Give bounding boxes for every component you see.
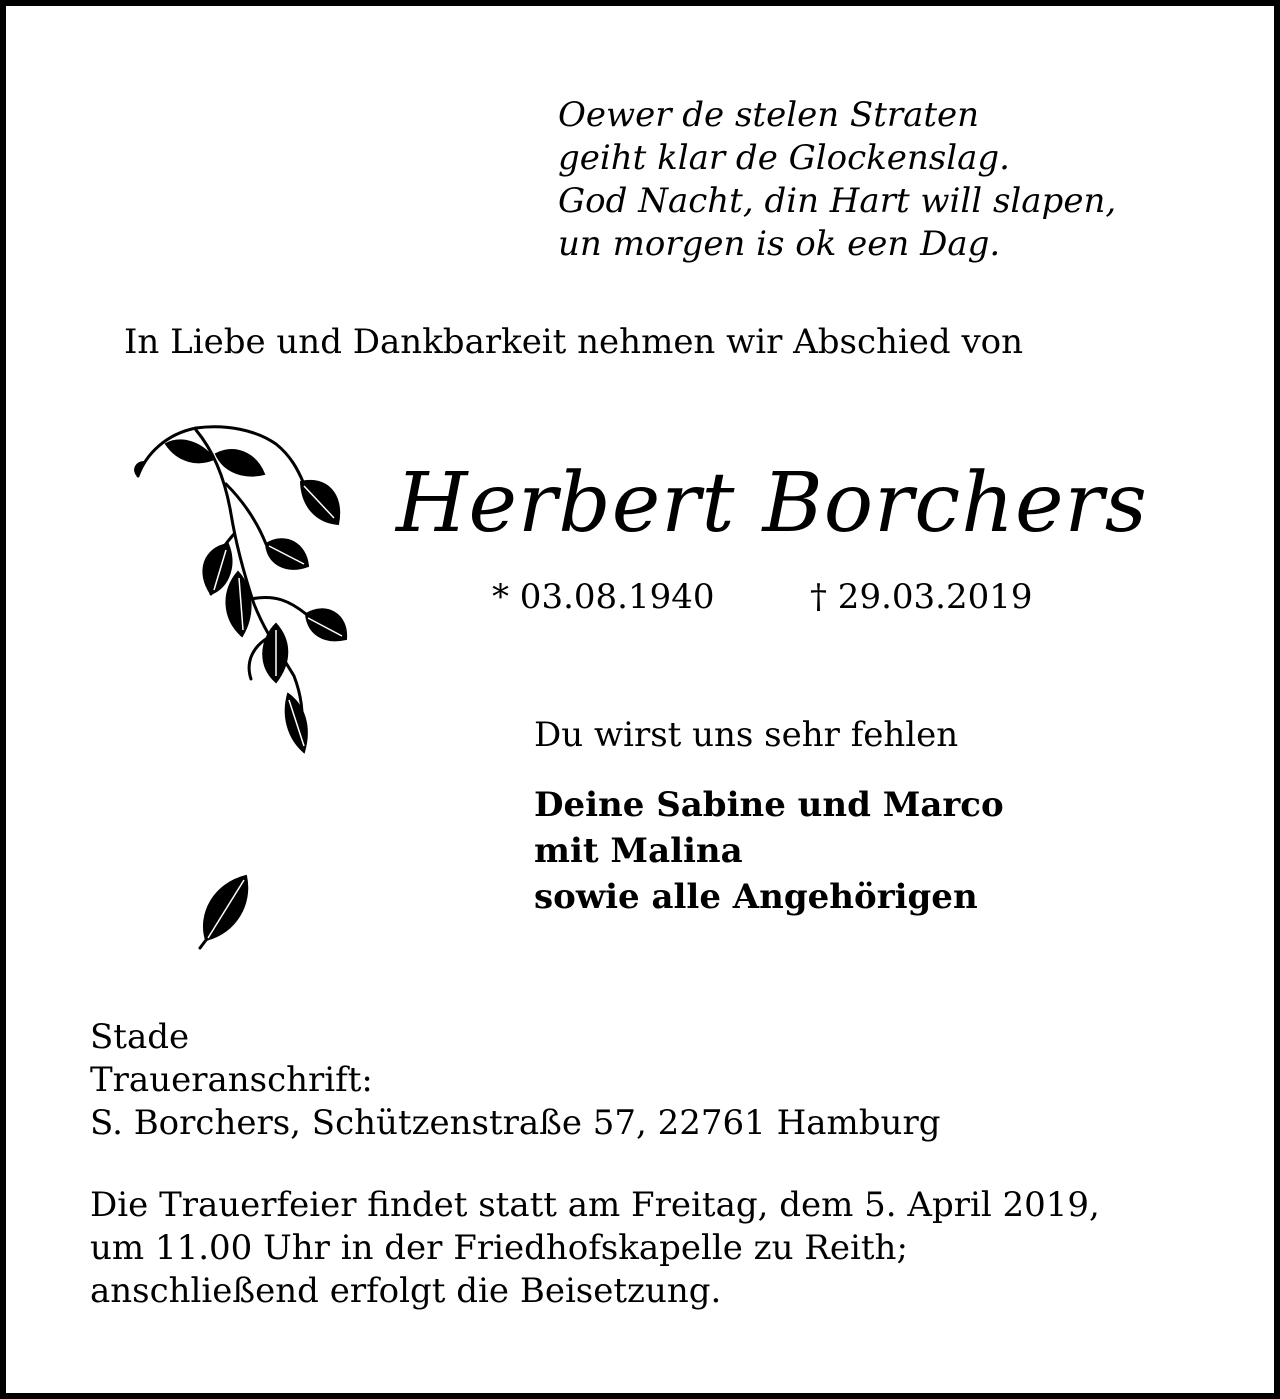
family-line: mit Malina (534, 831, 743, 871)
deceased-name: Herbert Borchers (396, 456, 1148, 551)
birch-branch-illustration (126, 414, 356, 764)
poem-line: un morgen is ok een Dag. (558, 224, 1001, 264)
address-line: Traueranschrift: (90, 1060, 373, 1100)
family-line: Deine Sabine und Marco (534, 785, 1004, 825)
death-date: † 29.03.2019 (810, 577, 1033, 617)
ceremony-info (90, 1184, 1100, 1313)
address-block (90, 1016, 940, 1145)
birth-date: * 03.08.1940 (492, 577, 715, 617)
poem-line: God Nacht, din Hart will slapen, (558, 181, 1117, 221)
falling-leaf-illustration (196, 870, 256, 950)
address-line: Stade (90, 1017, 190, 1057)
family-signature (534, 782, 1004, 920)
poem (558, 94, 1116, 266)
ceremony-line: um 11.00 Uhr in der Friedhofskapelle zu Reith; (90, 1228, 908, 1268)
poem-line: Oewer de stelen Straten (558, 95, 980, 135)
family-line: sowie alle Angehörigen (534, 877, 978, 917)
intro-text: In Liebe und Dankbarkeit nehmen wir Abschied von (124, 322, 1024, 362)
farewell-text: Du wirst uns sehr fehlen (534, 715, 959, 755)
ceremony-line: anschließend erfolgt die Beisetzung. (90, 1271, 722, 1311)
ceremony-line: Die Trauerfeier findet statt am Freitag, dem 5. April 2019, (90, 1185, 1100, 1225)
poem-line: geiht klar de Glockenslag. (558, 138, 1010, 178)
address-line: S. Borchers, Schützenstraße 57, 22761 Hamburg (90, 1103, 941, 1143)
